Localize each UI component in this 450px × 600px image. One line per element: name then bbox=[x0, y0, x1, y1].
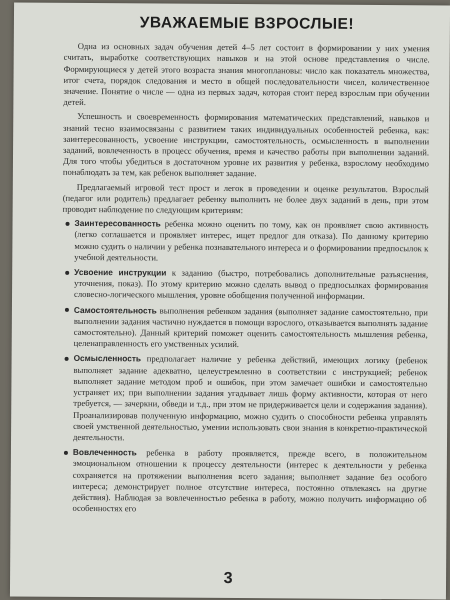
criterion-meaningfulness bbox=[73, 353, 428, 445]
page-content bbox=[60, 14, 430, 521]
criterion-instruction bbox=[74, 267, 428, 303]
page-number: 3 bbox=[223, 569, 233, 588]
criterion-term: Усвоение инструкции bbox=[74, 266, 167, 278]
intro-paragraph: Одна из основных задач обучения детей 4–5 лет состоит в формировании у них умения считать, выработке соответствующих навыков и на этой основе представления о числе. Формирующиеся у детей этого возраста знания многоплановы: число как показатель множества, итог счета, порядок следования и место в общей последовательности чисел, количественное значение. Понятие о числе — одна из первых задач, которая стоит перед взрослым при обучении детей. bbox=[63, 41, 430, 108]
criteria-list bbox=[61, 218, 429, 517]
criterion-independence bbox=[74, 305, 428, 352]
criterion-text: к заданию (быстро, потребовались дополнительные разъяснения, уточнения, показ). По этому критерию можно сделать вывод о предпосылках формирования словесно-логического мышления, уровне обобщения полученной информации. bbox=[74, 267, 429, 302]
criterion-involvement bbox=[73, 447, 427, 517]
criterion-interest bbox=[74, 218, 428, 265]
page-title: УВАЖАЕМЫЕ ВЗРОСЛЫЕ! bbox=[139, 14, 355, 33]
criterion-term: Самостоятельность bbox=[73, 304, 157, 316]
criterion-term: Вовлеченность bbox=[72, 447, 137, 458]
book-page bbox=[10, 2, 450, 599]
success-paragraph: Успешность и своевременность формирования математических представлений, навыков и знаний тесно взаимосвязаны с развитием таких индивидуальных особенностей ребенка, как: заинтересованность, усвоение инструкции, самостоятельность, осмысленность в выполнении заданий, вовлеченность в процесс обучения, время и качество работы при выполнении заданий. Для того чтобы убедиться в достаточном уровне их развития у ребенка, взрослому необходимо понаблюдать за тем, как ребенок выполняет задание. bbox=[62, 111, 430, 179]
criterion-term: Осмысленность bbox=[73, 353, 142, 364]
criterion-text: выполнения ребенком задания (выполняет задание самостоятельно, при выполнении задания частично нуждается в помощи взрослого, отказывается выполнять задание самостоятельно). Данный критерий поможет оценить самостоятельность мышления ребенка, целенаправленность его умственных усилий. bbox=[73, 305, 428, 350]
criterion-term: Заинтересованность bbox=[74, 218, 161, 229]
test-paragraph: Предлагаемый игровой тест прост и легок в проведении и оценке результатов. Взрослый (педагог или родитель) предлагает ребенку выполнить не более двух заданий в день, при этом проводит наблюдение по следующим критериям: bbox=[62, 181, 429, 216]
criterion-text: предполагает наличие у ребенка действий, имеющих логику (ребенок выполняет задание адекватно, целеустремленно в соответствии с инструкцией; ребенок выполняет задание методом проб и ошибок, при этом замечает ошибки и самостоятельно устраняет их; при выполнении задания угадывает лишь форму активности, которая от него требуется, — зачеркни, обведи и т.д., при этом не придерживается цели и содержания задания). Проанализировав полученную информацию, можно судить о способности ребенка управлять своей умственной деятельностью, умении использовать свои знания в конкретно-практической деятельности. bbox=[73, 353, 428, 443]
criterion-text: ребенка можно оценить по тому, как он проявляет свою активность (легко соглашается и проявляет интерес, ищет предлог для отказа). По данному критерию можно судить о наличии у ребенка познавательного интереса и о формировании предпосылок к учебной деятельности. bbox=[74, 218, 429, 263]
criterion-text: ребенка в работу проявляется, прежде всего, в положительном эмоциональном отношении к процессу деятельности (интерес к деятельности у ребенка сохраняется на протяжении выполнения всего задания; выполняет задание без особого интереса; демонстрирует полное отсутствие интереса, постоянно отвлекаясь на другие действия). Наблюдая за вовлеченностью ребенка в работу, можно получить информацию об особенностях его bbox=[72, 447, 427, 514]
